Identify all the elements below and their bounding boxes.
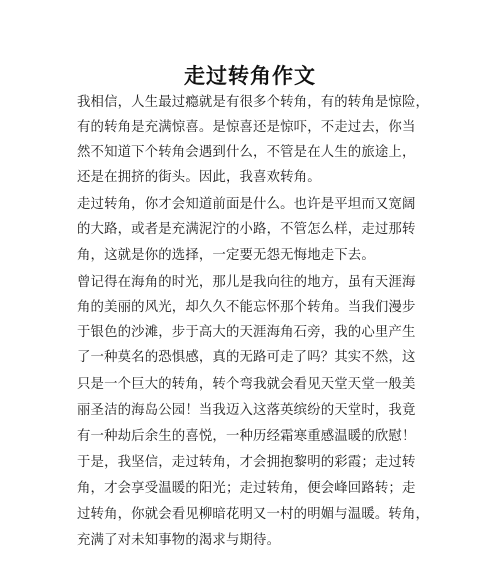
document-title: 走过转角作文 [184, 63, 316, 88]
text-line: 走过转角，你才会知道前面是什么。也许是平坦而又宽阔 [77, 197, 416, 212]
text-line: 还是在拥挤的街头。因此，我喜欢转角。 [77, 170, 321, 185]
text-line: 角，才会享受温暖的阳光；走过转角，便会峰回路转；走 [77, 481, 416, 496]
text-line: 只是一个巨大的转角，转个弯我就会看见天堂天堂一般美 [77, 377, 416, 392]
text-line: 然不知道下个转角会遇到什么，不管是在人生的旅途上， [77, 145, 416, 160]
text-line: 角，这就是你的选择，一定要无怨无悔地走下去。 [77, 248, 375, 263]
text-line: 于是，我坚信，走过转角，才会拥抱黎明的彩霞；走过转 [77, 455, 416, 470]
text-line: 我相信，人生最过瘾就是有很多个转角，有的转角是惊险， [77, 95, 430, 110]
text-line: 的大路，或者是充满泥泞的小路，不管怎么样，走过那转 [77, 222, 416, 237]
text-line: 曾记得在海角的时光，那儿是我向往的地方，虽有天涯海 [77, 275, 416, 290]
text-line: 于银色的沙滩，步于高大的天涯海角石旁，我的心里产生 [77, 325, 416, 340]
text-line: 有一种劫后余生的喜悦，一种历经霜寒重感温暖的欣慰！ [77, 429, 416, 444]
text-line: 丽圣洁的海岛公园！当我迈入这落英缤纷的天堂时，我竟 [77, 403, 416, 418]
text-line: 了一种莫名的恐惧感，真的无路可走了吗？其实不然，这 [77, 350, 416, 365]
text-line: 有的转角是充满惊喜。是惊喜还是惊吓，不走过去，你当 [77, 120, 416, 135]
text-line: 过转角，你就会看见柳暗花明又一村的明媚与温暖。转角， [77, 507, 430, 522]
text-line: 充满了对未知事物的渴求与期待。 [77, 533, 281, 548]
text-line: 角的美丽的风光，却久久不能忘怀那个转角。当我们漫步 [77, 300, 416, 315]
